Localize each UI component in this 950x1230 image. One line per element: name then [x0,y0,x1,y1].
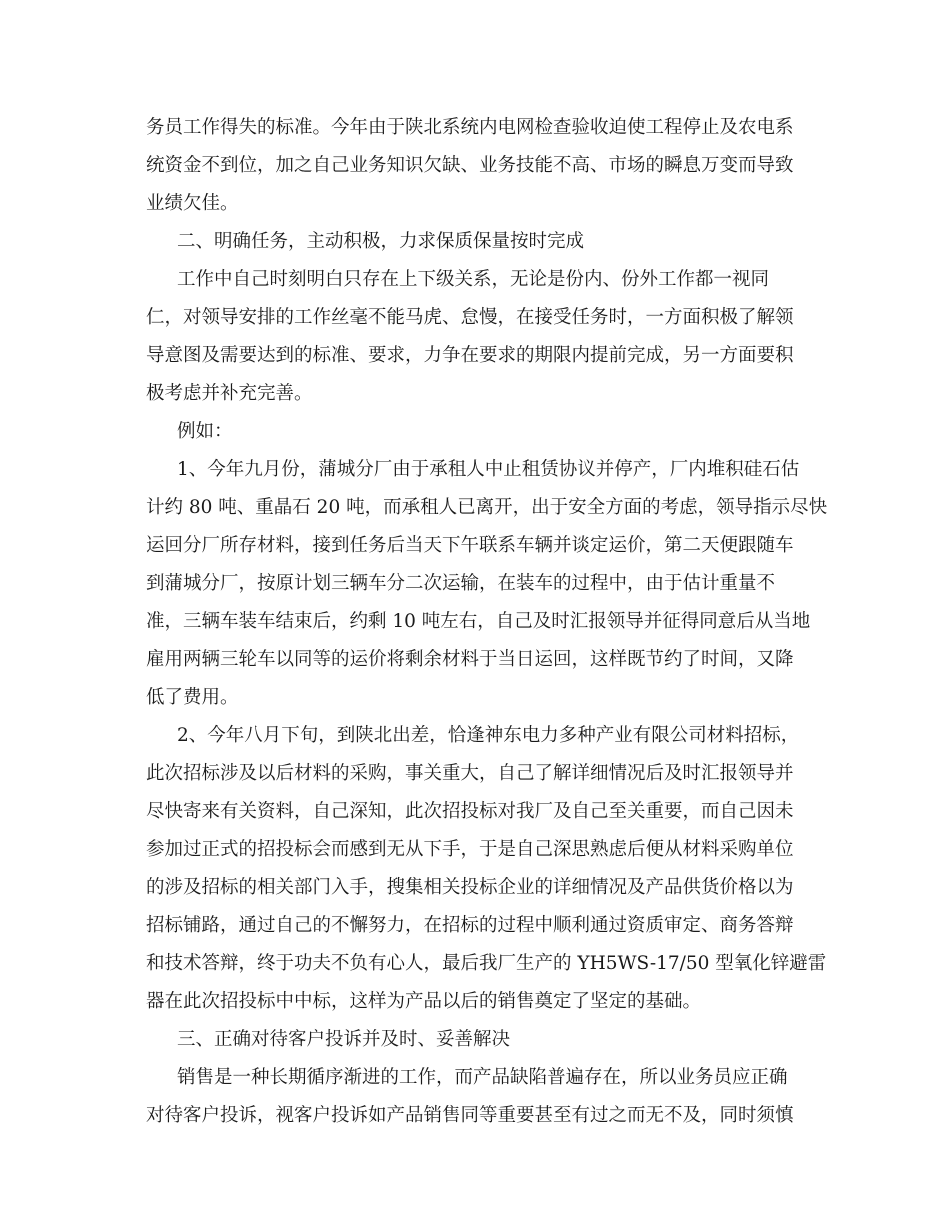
text-line: 低了费用。 [146,687,239,708]
section-heading: 三、正确对待客户投诉并及时、妥善解决 [177,1029,511,1050]
text-line: 器在此次招投标中中标，这样为产品以后的销售奠定了坚定的基础。 [146,991,702,1012]
text-line: 极考虑并补充完善。 [146,383,313,404]
text-line: 1、今年九月份，蒲城分厂由于承租人中止租赁协议并停产，厂内堆积硅石估 [177,459,800,480]
text-line: 例如： [177,421,233,442]
text-line: 计约 80 吨、重晶石 20 吨，而承租人已离开，出于安全方面的考虑，领导指示尽快 [146,497,828,518]
text-line: 的涉及招标的相关部门入手，搜集相关投标企业的详细情况及产品供货价格以为 [146,877,794,898]
text-line: 对待客户投诉，视客户投诉如产品销售同等重要甚至有过之而无不及，同时须慎 [146,1105,794,1126]
text-line: 业绩欠佳。 [146,193,239,214]
text-line: 运回分厂所存材料，接到任务后当天下午联系车辆并谈定运价，第二天便跟随车 [146,535,794,556]
text-line: 尽快寄来有关资料，自己深知，此次招投标对我厂及自己至关重要，而自己因未 [146,801,794,822]
text-line: 工作中自己时刻明白只存在上下级关系，无论是份内、份外工作都一视同 [177,269,770,290]
text-line: 和技术答辩，终于功夫不负有心人，最后我厂生产的 YH5WS-17/50 型氧化锌避雷 [146,953,827,974]
text-line: 务员工作得失的标准。今年由于陕北系统内电网检查验收迫使工程停止及农电系 [146,117,794,138]
section-heading: 二、明确任务，主动积极，力求保质保量按时完成 [177,231,585,252]
text-line: 雇用两辆三轮车以同等的运价将剩余材料于当日运回，这样既节约了时间，又降 [146,649,794,670]
text-line: 销售是一种长期循序渐进的工作，而产品缺陷普遍存在，所以业务员应正确 [177,1067,788,1088]
text-line: 招标铺路，通过自己的不懈努力，在招标的过程中顺利通过资质审定、商务答辩 [146,915,794,936]
text-line: 准，三辆车装车结束后，约剩 10 吨左右，自己及时汇报领导并征得同意后从当地 [146,611,811,632]
text-line: 到蒲城分厂，按原计划三辆车分二次运输，在装车的过程中，由于估计重量不 [146,573,776,594]
text-line: 导意图及需要达到的标准、要求，力争在要求的期限内提前完成，另一方面要积 [146,345,794,366]
text-line: 仁，对领导安排的工作丝毫不能马虎、怠慢，在接受任务时，一方面积极了解领 [146,307,794,328]
text-line: 参加过正式的招投标会而感到无从下手，于是自己深思熟虑后便从材料采购单位 [146,839,794,860]
text-line: 此次招标涉及以后材料的采购，事关重大，自己了解详细情况后及时汇报领导并 [146,763,794,784]
text-line: 统资金不到位，加之自己业务知识欠缺、业务技能不高、市场的瞬息万变而导致 [146,155,794,176]
text-line: 2、今年八月下旬，到陕北出差，恰逢神东电力多种产业有限公司材料招标， [177,725,800,746]
